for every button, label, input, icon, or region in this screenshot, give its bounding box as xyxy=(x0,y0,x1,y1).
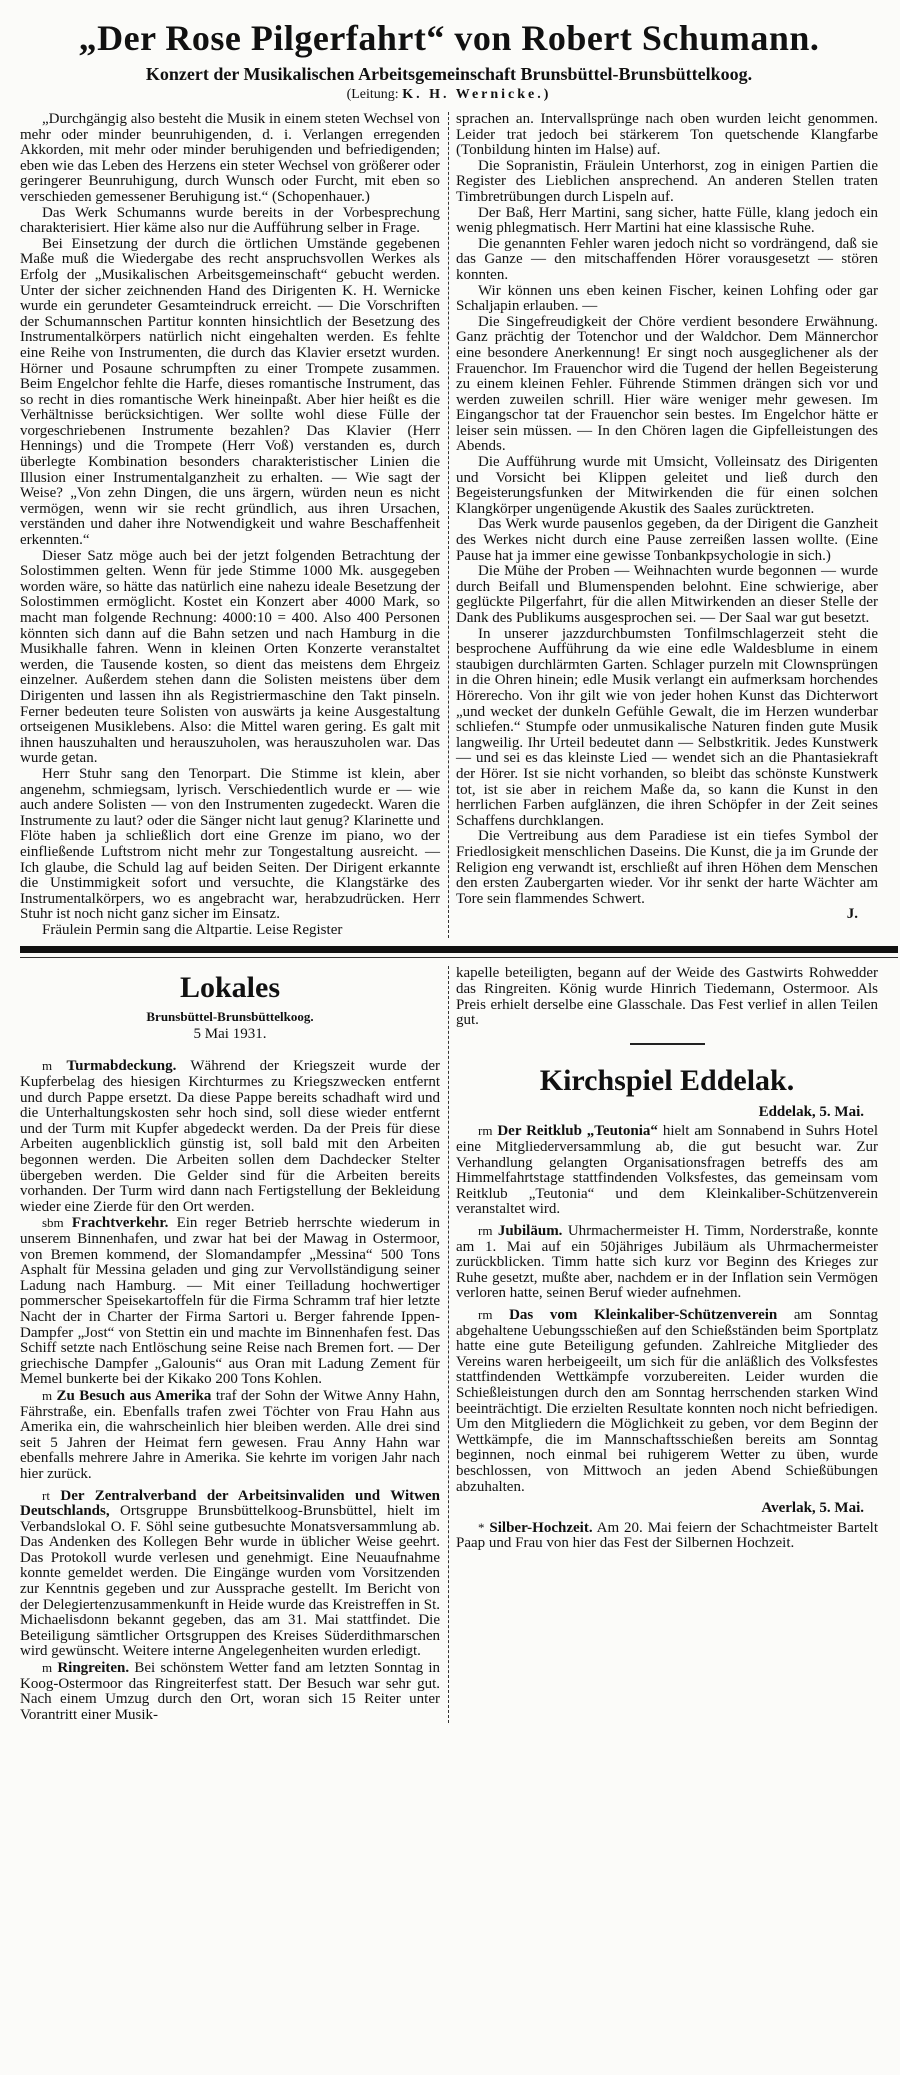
review-paragraph: Die Aufführung wurde mit Umsicht, Volleinsatz des Dirigenten und Vorsicht bei Klippen geleitet und ließ durch den Begeisterungsfunken der Mitwirkenden die für einen solchen Klangkörper ungenügende Akustik des Saales zurücktreten. xyxy=(456,454,878,517)
conductor-credit xyxy=(20,86,878,104)
eddelak-dateline: Eddelak, 5. Mai. xyxy=(758,1103,864,1120)
review-paragraph: Die Mühe der Proben — Weihnachten wurde begonnen — wurde durch Beifall und Blumenspenden belohnt. Eine schwierige, aber geglückte Pilgerfahrt, für die allen Mitwirkenden an dieser Stelle der Dank des Publikums ausgesprochen sei. — Der Saal war gut besetzt. xyxy=(456,563,878,626)
leitung-name: K. H. Wernicke.) xyxy=(402,87,552,102)
review-column-right xyxy=(456,112,878,938)
eddelak-column xyxy=(456,966,878,1723)
news-item: * Silber-Hochzeit. Am 20. Mai feiern der Schachtmeister Bartelt Paap und Frau von hier das Fest der Silbernen Hochzeit. xyxy=(456,1519,879,1552)
review-paragraph: Das Werk wurde pausenlos gegeben, da der Dirigent die Ganzheit des Werkes nicht durch eine Pause zerreißen lassen wollte. (Eine Pause hat ja immer eine gewisse Tonbankpsychologie in sich.) xyxy=(456,516,878,564)
review-paragraph: sprachen an. Intervallsprünge nach oben wurden leicht genommen. Leider trat jedoch bei stärkerem Ton quetschende Klangfarbe (Tonbildung hinten im Halse) auf. xyxy=(456,111,878,159)
review-paragraph: „Durchgängig also besteht die Musik in einem steten Wechsel von mehr oder minder beunruhigenden, d. i. Verlangen erregenden Akkorden, mit mehr oder minder beruhigenden und befriedigenden; eben wie das Leben des Herzens ein steter Wechsel von größerer oder geringerer Beunruhigung, durch Wunsch oder Furcht, mit eben so verschieden gemessener Beruhigung ist.“ (Schopenhauer.) xyxy=(20,111,441,205)
review-paragraph: Wir können uns eben keinen Fischer, keinen Lohfing oder gar Schaljapin erlauben. — xyxy=(456,282,878,315)
review-paragraph: Die Singefreudigkeit der Chöre verdient besondere Erwähnung. Ganz prächtig der Totenchor und der Waldchor. Dem Männerchor eine besondere Anerkennung! Er singt noch ausgeglichener als der Frauenchor. Im Frauenchor wird die Tugend der hellen Begeisterung zu einem kleinen Fehler. Führende Stimmen drängen sich vor und werden zuweilen schrill. Hier wäre weniger mehr gewesen. Im Eingangschor tat der Frauenchor sein bestes. Im Engelchor hätte er leiser sein müssen. — In den Chören lagen die Gipfelleistungen des Abends. xyxy=(456,313,878,455)
news-item-continuation: kapelle beteiligten, begann auf der Weide des Gastwirts Rohwedder das Ringreiten. König wurde Hinrich Tiedemann, Ostermoor. Als Preis erhielt derselbe eine Glasschale. Das Fest verlief in allen Teilen gut. xyxy=(456,965,878,1029)
lokales-place: Brunsbüttel-Brunsbüttelkoog. xyxy=(146,1009,314,1025)
averlak-dateline: Averlak, 5. Mai. xyxy=(761,1500,864,1517)
lokales-section xyxy=(20,966,440,1723)
review-paragraph: Der Baß, Herr Martini, sang sicher, hatte Fülle, klang jedoch ein wenig phlegmatisch. Herr Martini hat eine klassische Ruhe. xyxy=(456,204,878,237)
review-grid xyxy=(20,112,878,938)
news-item: rm Das vom Kleinkaliber-Schützenverein am Sonntag abgehaltene Uebungsschießen auf den Schießständen beim Sportplatz hatte eine gute Beteiligung gefunden. Zahlreiche Mitglieder des Vereins waren herbeigeeilt, um sich für die anläßlich des Volksfestes stattfindenden Wettkämpfe vorzubereiten. Leider wurden die Schießleistungen durch den am Sonntag herrschenden starken Wind beeinträchtigt. Die erzielten Resultate konnten noch nicht befriedigen. Um den Mitgliedern die Möglichkeit zu geben, vor dem Beginn der Wettkämpfe, die im Mannschaftsschießen bereits am Sonntag beginnen, noch einmal bei ruhigerem Wetter zu üben, wurde beschlossen, von Mittwoch an jeden Abend Schießübungen abzuhalten. xyxy=(456,1306,878,1495)
news-item: rm Jubiläum. Uhrmachermeister H. Timm, Norderstraße, konnte am 1. Mai auf ein 50jähriges Jubiläum als Uhrmachermeister zurückblicken. Timm hatte sich kurz vor Beginn des Krieges zur Ruhe gesetzt, mußte aber, nachdem er in der Inflation sein Vermögen verloren hatte, seinen Beruf wieder aufnehmen. xyxy=(456,1223,878,1302)
news-item: m Zu Besuch aus Amerika traf der Sohn der Witwe Anny Hahn, Fährstraße, ein. Ebenfalls trafen zwei Töchter von Frau Hahn aus Amerika ein, die wahrscheinlich hier bleiben werden. Alle drei sind seit 5 Jahren der Heimat fern gewesen. Frau Anny Hahn war ebenfalls mehrere Jahre in Amerika. Sie kehrte im vorigen Jahr nach hier zurück. xyxy=(20,1387,441,1482)
subheadline: Konzert der Musikalischen Arbeitsgemeinschaft Brunsbüttel-Brunsbüttelkoog. xyxy=(145,64,753,84)
news-item: m Ringreiten. Bei schönstem Wetter fand am letzten Sonntag in Koog-Ostermoor das Ringreiterfest statt. Der Besuch war sehr gut. Nach einem Umzug durch den Ort, woran sich 15 Reiter unter Vorantritt einer Musik- xyxy=(20,1660,441,1723)
news-item: rt Der Zentralverband der Arbeitsinvaliden und Witwen Deutschlands, Ortsgruppe Brunsbüttelkoog-Brunsbüttel, hielt im Verbandslokal O. F. Söhl seine gutbesuchte Monatsversammlung ab. Das Andenken des Kollegen Behr wurde in üblicher Weise geehrt. Das Protokoll wurde verlesen und genehmigt. Eine Neuaufnahme konnte gemeldet werden. Die Eingänge wurden vom Vorsitzenden zur Kenntnis gegeben und zur Aussprache gestellt. Im Bericht von der Delegiertenzusammenkunft in Heide wurde das Kreistreffen in St. Michaelisdonn bekannt gegeben, das am 31. Mai stattfindet. Die Beteiligung sämtlicher Ortsgruppen des Kreises Süderdithmarschen wird gewünscht. Weitere interne Angelegenheiten wurden erledigt. xyxy=(20,1487,441,1660)
leitung-label: (Leitung: xyxy=(346,87,399,102)
lokales-title: Lokales xyxy=(179,971,281,1005)
review-paragraph: Dieser Satz möge auch bei der jetzt folgenden Betrachtung der Solostimmen gelten. Wenn für jede Stimme 1000 Mk. ausgegeben worden wäre, so hätte das natürlich eine nahezu ideale Besetzung der Solostimmen ermöglicht. Kostet ein Konzert aber 4000 Mark, so macht man folgende Rechnung: 4000:10 = 400. Also 400 Personen könnten sich dann auf die Bahn setzen und nach Hamburg in die Musikhalle fahren. Wenn in kleinen Orten Konzerte veranstaltet werden, die Tausende kosten, so dient das meistens dem Ehrgeiz einzelner. Außerdem stehen dann die Solisten meistens über dem Dirigenten und lassen ihn als Registriermaschine den Takt pinseln. Ferner bedeuten teure Solisten von auswärts ja keine Ausgestaltung ortseigenen Musiklebens. Also: die Mittel waren gering. Es galt mit ihnen hauszuhalten und herauszuholen, was herauszuholen war. Das wurde getan. xyxy=(20,547,440,767)
lokales-date: 5 Mai 1931. xyxy=(193,1026,267,1043)
section-divider-thin xyxy=(20,957,898,958)
review-column-left xyxy=(20,112,440,938)
short-divider xyxy=(630,1043,705,1045)
local-news-grid xyxy=(20,966,878,1723)
news-item: m Turmabdeckung. Während der Kriegszeit wurde der Kupferbelag des hiesigen Kirchturmes zu Kriegszwecken entfernt und durch Pappe ersetzt. Da diese Pappe bereits schadhaft wird und die Unterhaltungskosten sehr hoch sind, soll diese wieder entfernt und der Turm mit Kupfer abgedeckt werden. Da der Preis für diese Arbeiten augenblicklich günstig ist, soll bald mit den Arbeiten begonnen werden. Die Arbeiten sollen dem Dachdecker Stelter übergeben werden. Die Gelder sind für die Arbeiten bereits vorhanden. Der Turm wird dann nach Fertigstellung der Bekleidung wieder eine Zierde für den Ort werden. xyxy=(20,1058,441,1215)
news-item: rm Der Reitklub „Teutonia“ hielt am Sonnabend in Suhrs Hotel eine Mitgliederversammlung ab, die gut besucht war. Zur Verhandlung gelangten Organisationsfragen betreffs des am Himmelfahrtstage stattfindenden Volksfestes, das gemeinsam vom Reitklub „Teutonia“ und dem Kleinkaliber-Schützenverein veranstaltet wird. xyxy=(456,1123,878,1218)
eddelak-title: Kirchspiel Eddelak. xyxy=(539,1063,795,1097)
review-paragraph: Fräulein Permin sang die Altpartie. Leise Register xyxy=(42,921,343,938)
review-paragraph: Die Vertreibung aus dem Paradiese ist ein tiefes Symbol der Friedlosigkeit menschlichen Daseins. Die Kunst, die ja im Grunde der Religion eng verwandt ist, erschließt auf ihren Höhen dem Menschen den ersten Zaubergarten wieder. Vor ihr senkt der harte Wächter am Tore sein flammendes Schwert. xyxy=(456,828,878,907)
review-signature: J. xyxy=(846,906,858,923)
review-paragraph: Herr Stuhr sang den Tenorpart. Die Stimme ist klein, aber angenehm, schmiegsam, lyrisch. Verschiedentlich wurde er — wie auch andere Solisten — von den Instrumenten zugedeckt. Waren die Instrumente zu laut? oder die Sänger nicht laut genug? Klarinette und Flöte haben ja schließlich dort eine Grenze im piano, wo der einfließende Luftstrom nicht mehr zur Tongestaltung ausreicht. — Ich glaube, die Schuld lag auf beiden Seiten. Der Dirigent erkannte die Unstimmigkeit sofort und versuchte, die Klangstärke des Instrumentalkörpers, wo es angebracht war, herabzudrücken. Herr Stuhr ist noch nicht ganz sicher im Einsatz. xyxy=(20,765,440,923)
review-paragraph: In unserer jazzdurchbumsten Tonfilmschlagerzeit steht die besprochene Aufführung da wie eine edle Waldesblume in einem staubigen durchlärmten Garten. Schlager purzeln mit Clownsprüngen in die Ohren hinein; edle Musik verlangt ein aufmerksam horchendes Hörerecho. Von ihr gilt wie von jeder hohen Kunst das Dichterwort „und wecket der dunkeln Gefühle Gewalt, die im Herzen wunderbar schliefen.“ Stumpfe oder unmusikalische Naturen finden gute Musik langweilig. Ihr Urteil bedeutet dann — Selbstkritik. Jedes Kunstwerk — und sei es das kleinste Lied — wendet sich an die Phantasiekraft der Hörer. Ist sie nicht vorhanden, so bleibt das schönste Kunstwerk tot, ist sie aber in reichem Maße da, so kann die Kunst in den herrlichen Farben aufglänzen, die ihren Schöpfer in der Zeit seines Schaffens durchklangen. xyxy=(456,625,878,829)
review-paragraph: Die genannten Fehler waren jedoch nicht so vordrängend, daß sie das Ganze — den mitschaffenden Hörer vorausgesetzt — stören konnten. xyxy=(456,235,878,283)
section-divider-thick xyxy=(20,946,898,953)
review-paragraph: Die Sopranistin, Fräulein Unterhorst, zog in einigen Partien die Register des Lieblichen ansprechend. An anderen Stellen traten Timbretrübungen durch Lispeln auf. xyxy=(456,157,878,205)
review-paragraph: Bei Einsetzung der durch die örtlichen Umstände gegebenen Maße muß die Wiedergabe des recht anspruchsvollen Werkes als Erfolg der „Musikalischen Arbeitsgemeinschaft“ gebucht werden. Unter der sicher zeichnenden Hand des Dirigenten K. H. Wernicke wurde ein gerundeter Gesamteindruck erreicht. — Die Vorschriften der Schumannschen Partitur konnten hinsichtlich der Besetzung des Instrumentalkörpers natürlich nicht eingehalten werden. Es fehlte eine Reihe von Instrumenten, die durch das Klavier ersetzt wurden. Hörner und Posaune schrumpften zu einer Trompete zusammen. Beim Engelchor fehlte die Harfe, dieses romantische Instrument, das so recht in dies romantische Werk hineinpaßt. Aber hier heißt es die Verhältnisse berücksichtigen. Wer sollte wohl diese Fülle der vorgeschriebenen Instrumente bezahlen? Das Klavier (Herr Hennings) und die Trompete (Herr Voß) verstanden es, durch überlegte Kombination besonders charakteristischer Linien die Illusion einer Instrumentalganzheit zu erhalten. — Wie sagt der Weise? „Von zehn Dingen, die uns ärgern, würden neun es nicht vermögen, wenn wir sie recht gründlich, aus ihren Ursachen, verständen und daher ihre Notwendigkeit und wahre Beschaffenheit erkennten.“ xyxy=(20,235,440,549)
news-item: sbm Frachtverkehr. Ein reger Betrieb herrschte wiederum in unserem Binnenhafen, und zwar hat bei der Mawag in Ostermoor, von Bremen kommend, der Slomandampfer „Messina“ 500 Tons Asphalt für Messina geladen und ging zur Vervollständigung seiner Ladung nach Hamburg. — Mit einer Teilladung hochwertiger pommerscher Speisekartoffeln für die Firma Schramm traf hier letzte Nacht der in Charter der Firma Sartori u. Berger fahrende Ippen-Dampfer „Jost“ von Stettin ein und machte im Binnenhafen fest. Das Schiff setzte nach Entlöschung seine Reise nach Bremen fort. — Der griechische Dampfer „Galounis“ aus Oran mit Ladung Zement für Memel bunkerte bei der Kikako 200 Tons Kohlen. xyxy=(20,1215,440,1388)
review-paragraph: Das Werk Schumanns wurde bereits in der Vorbesprechung charakterisiert. Hier käme also nur die Aufführung selber in Frage. xyxy=(20,204,440,237)
headline: „Der Rose Pilgerfahrt“ von Robert Schumann. xyxy=(78,18,820,58)
